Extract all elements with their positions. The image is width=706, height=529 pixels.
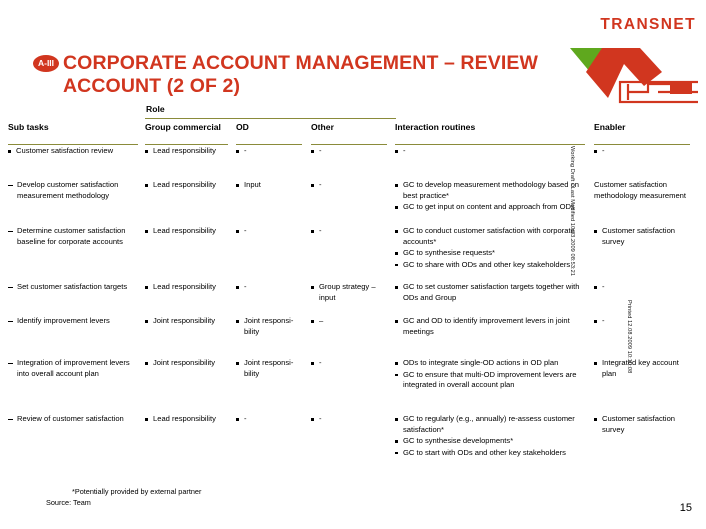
role-group-header-band bbox=[8, 104, 690, 122]
cell-interaction-routines bbox=[395, 414, 591, 458]
cell-enabler bbox=[594, 146, 690, 157]
cell-enabler bbox=[594, 414, 690, 435]
table-row bbox=[8, 358, 690, 414]
cell-item: Input bbox=[236, 180, 306, 191]
page-title: CORPORATE ACCOUNT MANAGEMENT – REVIEW ACCOUNT (2 OF 2) bbox=[63, 52, 538, 97]
cell-item: - bbox=[594, 146, 690, 157]
cell-item: - bbox=[594, 316, 690, 327]
column-header-group-commercial: Group commercial bbox=[145, 122, 221, 132]
cell-group-commercial bbox=[145, 414, 229, 425]
cell-item: Develop customer satisfaction measurement methodology bbox=[8, 180, 140, 201]
table-row bbox=[8, 316, 690, 358]
cell-interaction-routines bbox=[395, 358, 591, 391]
cell-item: - bbox=[594, 282, 690, 293]
cell-od bbox=[236, 414, 306, 425]
cell-group-commercial bbox=[145, 316, 229, 327]
role-group-rule bbox=[145, 118, 396, 119]
cell-interaction-routines bbox=[395, 282, 591, 303]
cell-item: GC to share with ODs and other key stakeholders bbox=[395, 260, 591, 271]
page-number: 15 bbox=[679, 502, 692, 514]
cell-item: Customer satisfaction survey bbox=[594, 414, 690, 435]
responsibility-table bbox=[8, 104, 690, 464]
table-row bbox=[8, 226, 690, 282]
cell-item: Review of customer satisfaction bbox=[8, 414, 140, 425]
logo-wordmark: TRANSNET bbox=[600, 16, 696, 33]
cell-od bbox=[236, 316, 306, 337]
cell-item: Lead responsibility bbox=[145, 146, 229, 157]
table-body bbox=[8, 146, 690, 464]
cell-other bbox=[311, 282, 389, 303]
cell-item: Customer satisfaction survey bbox=[594, 226, 690, 247]
cell-item: - bbox=[236, 414, 306, 425]
cell-item: GC to synthesise developments* bbox=[395, 436, 591, 447]
cell-od bbox=[236, 226, 306, 237]
cell-item: Joint responsibility bbox=[145, 316, 229, 327]
side-note-working-draft: Working Draft - Last Modified 10.03.2009 08:53:21 bbox=[568, 146, 575, 277]
cell-item: Determine customer satisfaction baseline for corporate accounts bbox=[8, 226, 140, 247]
cell-interaction-routines bbox=[395, 146, 591, 157]
cell-item: Customer satisfaction methodology measurement bbox=[594, 180, 687, 200]
cell-interaction-routines bbox=[395, 180, 591, 213]
cell-item: GC to start with ODs and other key stakeholders bbox=[395, 448, 591, 459]
cell-item: - bbox=[236, 226, 306, 237]
cell-enabler bbox=[594, 282, 690, 293]
cell-item: GC to ensure that multi-OD improvement levers are integrated in overall account plan bbox=[395, 370, 591, 391]
cell-item: - bbox=[311, 146, 389, 157]
cell-item: Joint responsi-bility bbox=[236, 358, 306, 379]
cell-item: - bbox=[236, 146, 306, 157]
transnet-chevron-logo-icon bbox=[558, 38, 698, 108]
cell-item: Customer satisfaction review bbox=[8, 146, 140, 157]
cell-item: Lead responsibility bbox=[145, 226, 229, 237]
cell-group-commercial bbox=[145, 180, 229, 191]
cell-sub-tasks bbox=[8, 358, 140, 379]
cell-item: GC to conduct customer satisfaction with corporate accounts* bbox=[395, 226, 591, 247]
column-header-sub-tasks: Sub tasks bbox=[8, 122, 49, 132]
cell-item: Integration of improvement levers into overall account plan bbox=[8, 358, 140, 379]
cell-sub-tasks bbox=[8, 282, 140, 293]
cell-item: Identify improvement levers bbox=[8, 316, 140, 327]
cell-other bbox=[311, 316, 389, 327]
cell-od bbox=[236, 282, 306, 293]
cell-other bbox=[311, 414, 389, 425]
footnote-asterisk: *Potentially provided by external partner bbox=[72, 487, 202, 496]
cell-item: - bbox=[311, 358, 389, 369]
cell-item: GC to get input on content and approach from ODs bbox=[395, 202, 591, 213]
cell-item: Lead responsibility bbox=[145, 414, 229, 425]
footnote-source: Source: Team bbox=[46, 498, 91, 507]
cell-item: – bbox=[311, 316, 389, 327]
cell-item: - bbox=[395, 146, 591, 157]
cell-enabler bbox=[594, 316, 690, 327]
cell-interaction-routines bbox=[395, 316, 591, 337]
cell-item: GC and OD to identify improvement levers in joint meetings bbox=[395, 316, 591, 337]
transnet-logo bbox=[558, 16, 698, 108]
cell-item: Joint responsi-bility bbox=[236, 316, 306, 337]
cell-sub-tasks bbox=[8, 180, 140, 201]
column-header-interaction-routines: Interaction routines bbox=[395, 122, 476, 132]
cell-enabler bbox=[594, 226, 690, 247]
cell-other bbox=[311, 358, 389, 369]
cell-item: ODs to integrate single-OD actions in OD plan bbox=[395, 358, 591, 369]
table-row bbox=[8, 180, 690, 226]
table-row bbox=[8, 146, 690, 180]
cell-group-commercial bbox=[145, 282, 229, 293]
section-badge: A-III bbox=[33, 55, 59, 72]
column-header-other: Other bbox=[311, 122, 334, 132]
cell-sub-tasks bbox=[8, 316, 140, 327]
cell-item: - bbox=[311, 414, 389, 425]
column-header-od: OD bbox=[236, 122, 249, 132]
cell-item: - bbox=[311, 226, 389, 237]
cell-item: GC to synthesise requests* bbox=[395, 248, 591, 259]
table-row bbox=[8, 282, 690, 316]
cell-item: Integrated key account plan bbox=[594, 358, 690, 379]
table-header-row bbox=[8, 122, 690, 146]
cell-enabler bbox=[594, 180, 690, 201]
cell-sub-tasks bbox=[8, 226, 140, 247]
cell-item: Lead responsibility bbox=[145, 180, 229, 191]
cell-enabler bbox=[594, 358, 690, 379]
cell-od bbox=[236, 358, 306, 379]
cell-other bbox=[311, 180, 389, 191]
cell-od bbox=[236, 180, 306, 191]
cell-group-commercial bbox=[145, 358, 229, 369]
cell-item: GC to regularly (e.g., annually) re-assess customer satisfaction* bbox=[395, 414, 591, 435]
side-note-printed: Printed 12.08.2009 10:10:08 bbox=[625, 300, 632, 374]
page-title-row bbox=[33, 52, 573, 98]
cell-item: Group strategy – input bbox=[311, 282, 389, 303]
cell-item: Joint responsibility bbox=[145, 358, 229, 369]
cell-group-commercial bbox=[145, 226, 229, 237]
cell-group-commercial bbox=[145, 146, 229, 157]
cell-interaction-routines bbox=[395, 226, 591, 270]
cell-item: - bbox=[236, 282, 306, 293]
cell-other bbox=[311, 226, 389, 237]
cell-item: - bbox=[311, 180, 389, 191]
cell-item: GC to develop measurement methodology based on best practice* bbox=[395, 180, 591, 201]
table-row bbox=[8, 414, 690, 464]
cell-item: Set customer satisfaction targets bbox=[8, 282, 140, 293]
role-group-header: Role bbox=[146, 104, 165, 114]
cell-item: Lead responsibility bbox=[145, 282, 229, 293]
column-header-enabler: Enabler bbox=[594, 122, 626, 132]
cell-item: GC to set customer satisfaction targets together with ODs and Group bbox=[395, 282, 591, 303]
cell-od bbox=[236, 146, 306, 157]
cell-other bbox=[311, 146, 389, 157]
cell-sub-tasks bbox=[8, 146, 140, 157]
cell-sub-tasks bbox=[8, 414, 140, 425]
